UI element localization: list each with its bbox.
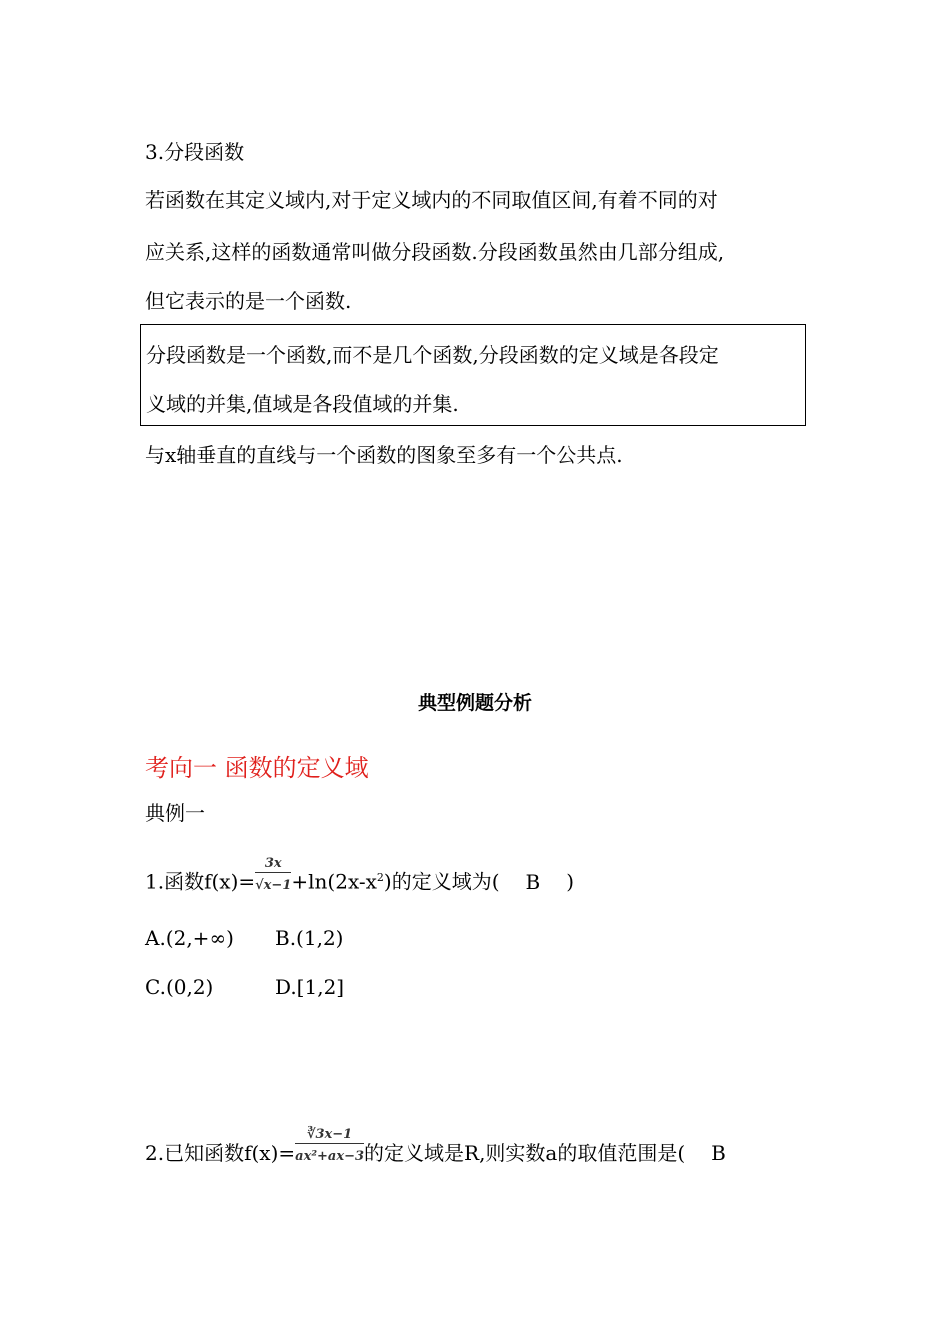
- section-title: 3.分段函数: [145, 140, 245, 164]
- topic-heading: 考向一 函数的定义域: [145, 754, 369, 782]
- q2-fraction: [295, 1127, 365, 1169]
- note-box: [140, 324, 806, 426]
- q2-answer: B: [711, 1141, 726, 1165]
- q1-frac-numerator: 3x: [264, 855, 282, 871]
- q1-frac-denominator: √x−1: [255, 872, 291, 898]
- q1-suffix: )的定义域为(: [383, 869, 500, 894]
- q1-fraction: [255, 855, 292, 898]
- vertical-line-rule: 与x轴垂直的直线与一个函数的图象至多有一个公共点.: [145, 443, 623, 467]
- note-line-1: 分段函数是一个函数,而不是几个函数,分段函数的定义域是各段定: [146, 343, 719, 367]
- question-1: [145, 855, 575, 898]
- q1-answer: B: [525, 869, 541, 894]
- q2-suffix: 的定义域是R,则实数a的取值范围是(: [364, 1141, 686, 1165]
- paragraph-line-3: 但它表示的是一个函数.: [145, 289, 352, 313]
- q1-options-row-1: [145, 926, 343, 950]
- question-2: [145, 1127, 726, 1169]
- q1-middle: +ln(2x-x: [291, 869, 377, 894]
- q1-options-row-2: [145, 975, 344, 999]
- paragraph-line-1: 若函数在其定义域内,对于定义域内的不同取值区间,有着不同的对: [145, 188, 718, 212]
- q1-superscript: 2: [376, 871, 384, 884]
- option-b: B.(1,2): [275, 926, 344, 950]
- q1-close: ): [566, 869, 575, 894]
- note-line-2: 义域的并集,值域是各段值域的并集.: [146, 392, 459, 416]
- q1-prefix: 1.函数f(x)=: [145, 869, 256, 894]
- option-a: A.(2,+∞): [145, 926, 234, 950]
- paragraph-line-2: 应关系,这样的函数通常叫做分段函数.分段函数虽然由几部分组成,: [145, 240, 725, 264]
- q2-frac-denominator: ax²+ax−3: [295, 1143, 364, 1169]
- examples-heading: 典型例题分析: [417, 692, 532, 714]
- example-label: 典例一: [145, 801, 205, 825]
- q2-frac-numerator: ∛3x−1: [306, 1127, 353, 1142]
- option-c: C.(0,2): [145, 975, 214, 999]
- q2-prefix: 2.已知函数f(x)=: [145, 1141, 296, 1165]
- option-d: D.[1,2]: [275, 975, 345, 999]
